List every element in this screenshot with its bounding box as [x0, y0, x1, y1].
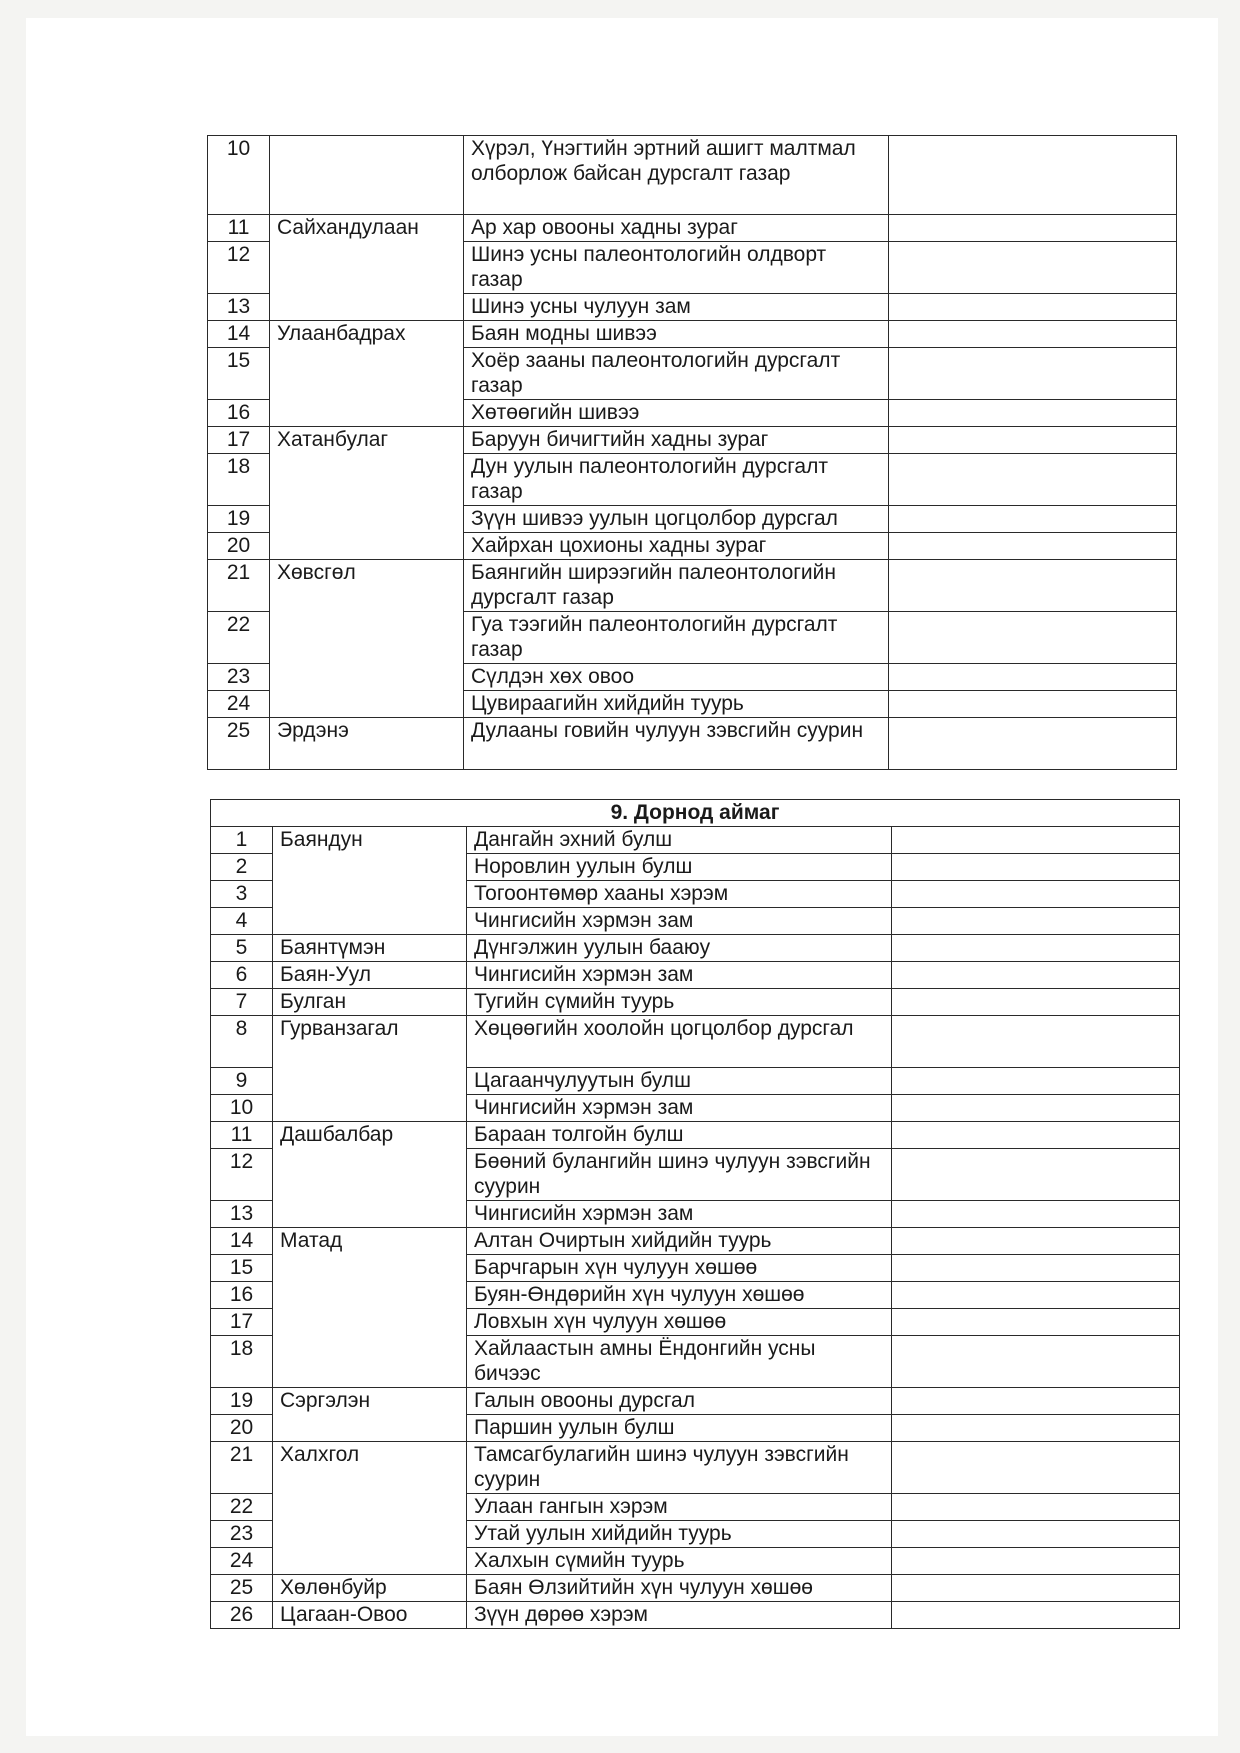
site-name: Хайлаастын амны Ёндонгийн усны бичээс: [467, 1336, 892, 1388]
site-name: Дун уулын палеонтологийн дурсгалт газар: [464, 454, 889, 506]
soum-name: Улаанбадрах: [270, 321, 464, 427]
table-row: [211, 989, 1180, 1016]
row-number: 16: [208, 400, 270, 427]
blank-cell: [892, 962, 1180, 989]
site-name: Шинэ усны чулуун зам: [464, 294, 889, 321]
site-name: Галын овооны дурсгал: [467, 1388, 892, 1415]
site-name: Баруун бичигтийн хадны зураг: [464, 427, 889, 454]
blank-cell: [892, 1201, 1180, 1228]
blank-cell: [892, 854, 1180, 881]
row-number: 22: [208, 612, 270, 664]
row-number: 23: [211, 1521, 273, 1548]
blank-cell: [892, 1336, 1180, 1388]
row-number: 18: [211, 1336, 273, 1388]
row-number: 24: [211, 1548, 273, 1575]
blank-cell: [889, 691, 1177, 718]
table-row: [211, 1228, 1180, 1255]
site-name: Дангайн эхний булш: [467, 827, 892, 854]
soum-name: Сайхандулаан: [270, 215, 464, 321]
blank-cell: [889, 294, 1177, 321]
soum-name: Цагаан-Овоо: [273, 1602, 467, 1629]
document-page: [26, 18, 1218, 1736]
blank-cell: [892, 1282, 1180, 1309]
site-name: Хайрхан цохионы хадны зураг: [464, 533, 889, 560]
blank-cell: [892, 827, 1180, 854]
blank-cell: [892, 1521, 1180, 1548]
soum-name: Баян-Уул: [273, 962, 467, 989]
row-number: 25: [211, 1575, 273, 1602]
row-number: 11: [211, 1122, 273, 1149]
table-row: [211, 1602, 1180, 1629]
row-number: 18: [208, 454, 270, 506]
site-name: Улаан гангын хэрэм: [467, 1494, 892, 1521]
row-number: 4: [211, 908, 273, 935]
blank-cell: [889, 348, 1177, 400]
row-number: 21: [211, 1442, 273, 1494]
blank-cell: [892, 1149, 1180, 1201]
blank-cell: [892, 989, 1180, 1016]
section-heading: 9. Дорнод аймаг: [211, 800, 1180, 827]
blank-cell: [892, 1415, 1180, 1442]
blank-cell: [889, 506, 1177, 533]
site-name: Тугийн сүмийн туурь: [467, 989, 892, 1016]
row-number: 1: [211, 827, 273, 854]
blank-cell: [889, 664, 1177, 691]
row-number: 8: [211, 1016, 273, 1068]
row-number: 12: [211, 1149, 273, 1201]
row-number: 24: [208, 691, 270, 718]
site-name: Норовлин уулын булш: [467, 854, 892, 881]
table-row: [211, 962, 1180, 989]
soum-name: Хатанбулаг: [270, 427, 464, 560]
table-row: [208, 718, 1177, 770]
site-name: Чингисийн хэрмэн зам: [467, 908, 892, 935]
site-name: Баян модны шивээ: [464, 321, 889, 348]
blank-cell: [892, 1494, 1180, 1521]
heritage-table-continued: [207, 135, 1177, 770]
site-name: Дүнгэлжин уулын бааюу: [467, 935, 892, 962]
site-name: Баянгийн ширээгийн палеонтологийн дурсгалт газар: [464, 560, 889, 612]
row-number: 10: [208, 136, 270, 215]
blank-cell: [892, 1388, 1180, 1415]
site-name: Паршин уулын булш: [467, 1415, 892, 1442]
row-number: 11: [208, 215, 270, 242]
site-name: Чингисийн хэрмэн зам: [467, 1201, 892, 1228]
site-name: Хөтөөгийн шивээ: [464, 400, 889, 427]
site-name: Зүүн шивээ уулын цогцолбор дурсгал: [464, 506, 889, 533]
site-name: Тогоонтөмөр хааны хэрэм: [467, 881, 892, 908]
blank-cell: [892, 1068, 1180, 1095]
soum-name: Матад: [273, 1228, 467, 1388]
blank-cell: [889, 454, 1177, 506]
site-name: Хүрэл, Үнэгтийн эртний ашигт малтмал олборлож байсан дурсгалт газар: [464, 136, 889, 215]
row-number: 25: [208, 718, 270, 770]
row-number: 14: [208, 321, 270, 348]
dornod-aimag-table: [210, 799, 1180, 1629]
row-number: 17: [208, 427, 270, 454]
site-name: Хоёр зааны палеонтологийн дурсгалт газар: [464, 348, 889, 400]
site-name: Барчгарын хүн чулуун хөшөө: [467, 1255, 892, 1282]
site-name: Баян Өлзийтийн хүн чулуун хөшөө: [467, 1575, 892, 1602]
site-name: Зүүн дөрөө хэрэм: [467, 1602, 892, 1629]
row-number: 5: [211, 935, 273, 962]
soum-name: Сэргэлэн: [273, 1388, 467, 1442]
row-number: 13: [208, 294, 270, 321]
table-row: [211, 1442, 1180, 1494]
row-number: 3: [211, 881, 273, 908]
site-name: Шинэ усны палеонтологийн олдворт газар: [464, 242, 889, 294]
row-number: 13: [211, 1201, 273, 1228]
table-row: [211, 1122, 1180, 1149]
soum-name: Дашбалбар: [273, 1122, 467, 1228]
section-heading-row: [211, 800, 1180, 827]
table-row: [208, 215, 1177, 242]
table-row: [211, 1575, 1180, 1602]
row-number: 21: [208, 560, 270, 612]
row-number: 15: [211, 1255, 273, 1282]
blank-cell: [892, 1548, 1180, 1575]
row-number: 6: [211, 962, 273, 989]
row-number: 22: [211, 1494, 273, 1521]
soum-name: Гурванзагал: [273, 1016, 467, 1122]
row-number: 16: [211, 1282, 273, 1309]
blank-cell: [892, 1602, 1180, 1629]
soum-cell: [270, 136, 464, 215]
blank-cell: [892, 1442, 1180, 1494]
row-number: 17: [211, 1309, 273, 1336]
site-name: Буян-Өндөрийн хүн чулуун хөшөө: [467, 1282, 892, 1309]
blank-cell: [892, 1575, 1180, 1602]
site-name: Гуа тээгийн палеонтологийн дурсгалт газар: [464, 612, 889, 664]
site-name: Бараан толгойн булш: [467, 1122, 892, 1149]
blank-cell: [889, 427, 1177, 454]
blank-cell: [892, 1255, 1180, 1282]
row-number: 9: [211, 1068, 273, 1095]
blank-cell: [889, 321, 1177, 348]
blank-cell: [889, 242, 1177, 294]
site-name: Хөцөөгийн хоолойн цогцолбор дурсгал: [467, 1016, 892, 1068]
blank-cell: [889, 215, 1177, 242]
soum-name: Булган: [273, 989, 467, 1016]
blank-cell: [889, 533, 1177, 560]
soum-name: Хөлөнбуйр: [273, 1575, 467, 1602]
blank-cell: [892, 935, 1180, 962]
blank-cell: [892, 1095, 1180, 1122]
table-row: [208, 136, 1177, 215]
row-number: 26: [211, 1602, 273, 1629]
row-number: 19: [211, 1388, 273, 1415]
site-name: Сүлдэн хөх овоо: [464, 664, 889, 691]
site-name: Цувираагийн хийдийн туурь: [464, 691, 889, 718]
table-row: [211, 1388, 1180, 1415]
blank-cell: [892, 1016, 1180, 1068]
soum-name: Баянтүмэн: [273, 935, 467, 962]
site-name: Цагаанчулуутын булш: [467, 1068, 892, 1095]
blank-cell: [889, 560, 1177, 612]
blank-cell: [892, 1309, 1180, 1336]
site-name: Алтан Очиртын хийдийн туурь: [467, 1228, 892, 1255]
blank-cell: [889, 136, 1177, 215]
row-number: 23: [208, 664, 270, 691]
site-name: Утай уулын хийдийн туурь: [467, 1521, 892, 1548]
soum-name: Халхгол: [273, 1442, 467, 1575]
soum-name: Эрдэнэ: [270, 718, 464, 770]
table-row: [208, 560, 1177, 612]
row-number: 19: [208, 506, 270, 533]
blank-cell: [892, 1122, 1180, 1149]
blank-cell: [889, 718, 1177, 770]
row-number: 10: [211, 1095, 273, 1122]
row-number: 20: [211, 1415, 273, 1442]
site-name: Ловхын хүн чулуун хөшөө: [467, 1309, 892, 1336]
site-name: Халхын сүмийн туурь: [467, 1548, 892, 1575]
row-number: 14: [211, 1228, 273, 1255]
site-name: Ар хар овооны хадны зураг: [464, 215, 889, 242]
table-row: [211, 827, 1180, 854]
table-row: [211, 1016, 1180, 1068]
row-number: 20: [208, 533, 270, 560]
site-name: Чингисийн хэрмэн зам: [467, 1095, 892, 1122]
blank-cell: [892, 1228, 1180, 1255]
site-name: Тамсагбулагийн шинэ чулуун зэвсгийн суурин: [467, 1442, 892, 1494]
blank-cell: [892, 881, 1180, 908]
blank-cell: [892, 908, 1180, 935]
blank-cell: [889, 400, 1177, 427]
row-number: 2: [211, 854, 273, 881]
site-name: Бөөний булангийн шинэ чулуун зэвсгийн суурин: [467, 1149, 892, 1201]
blank-cell: [889, 612, 1177, 664]
table-row: [208, 321, 1177, 348]
row-number: 12: [208, 242, 270, 294]
site-name: Чингисийн хэрмэн зам: [467, 962, 892, 989]
row-number: 15: [208, 348, 270, 400]
site-name: Дулааны говийн чулуун зэвсгийн суурин: [464, 718, 889, 770]
table-row: [211, 935, 1180, 962]
soum-name: Баяндун: [273, 827, 467, 935]
table-row: [208, 427, 1177, 454]
row-number: 7: [211, 989, 273, 1016]
soum-name: Хөвсгөл: [270, 560, 464, 718]
